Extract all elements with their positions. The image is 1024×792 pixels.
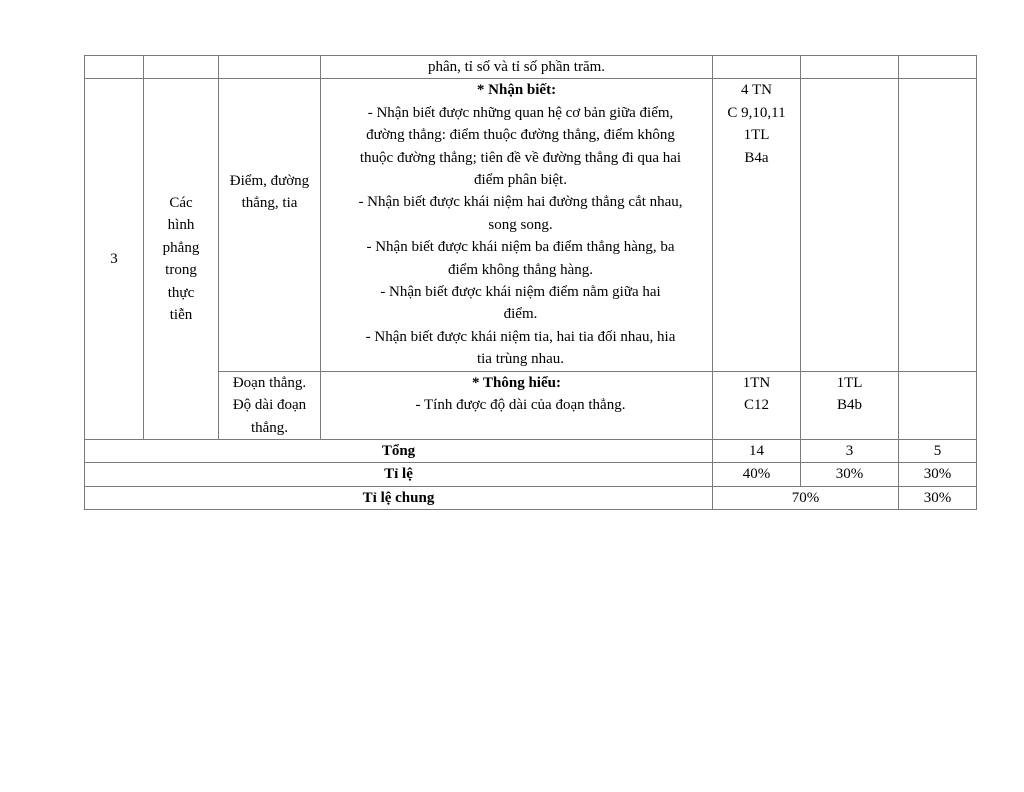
unit-name-line: Điểm, đường — [229, 172, 310, 189]
chapter-line: Các — [169, 194, 193, 211]
question-count: 1TL — [836, 374, 863, 391]
description-line: điểm. — [503, 306, 538, 323]
ratio-value: 40% — [713, 463, 801, 486]
table-row-topic3-unit2 — [85, 371, 977, 439]
unit-name-line: Độ dài đoạn — [232, 397, 307, 414]
cell-empty — [801, 79, 899, 371]
total-value: 3 — [801, 439, 899, 462]
cell-empty — [899, 79, 977, 371]
description-line: tia trùng nhau. — [476, 351, 565, 368]
cell-unit-name — [219, 371, 321, 439]
question-count: 4 TN — [741, 82, 772, 99]
cell-empty — [899, 371, 977, 439]
total-value: 5 — [899, 439, 977, 462]
table-row-topic3-unit1 — [85, 79, 977, 371]
description-line: phân, tỉ số và tỉ số phần trăm. — [427, 59, 606, 75]
level-heading: * Thông hiểu: — [472, 374, 561, 391]
overall-ratio-value: 70% — [713, 486, 899, 509]
description-line: - Nhận biết được khái niệm ba điểm thẳng hàng, ba — [366, 239, 675, 256]
cell-description — [321, 371, 713, 439]
ratio-value: 30% — [801, 463, 899, 486]
description-line: điểm phân biệt. — [474, 172, 567, 189]
description-line: - Nhận biết được những quan hệ cơ bản giữa điểm, — [367, 104, 674, 121]
description-line: - Nhận biết được khái niệm điểm nằm giữa hai — [380, 284, 661, 301]
cell-empty — [85, 56, 144, 79]
cell-empty — [801, 56, 899, 79]
description-line: - Tính được độ dài của đoạn thẳng. — [415, 397, 626, 414]
question-ref: C 9,10,11 — [727, 104, 786, 121]
chapter-line: tiễn — [169, 306, 193, 323]
question-count: 1TN — [742, 374, 771, 391]
assessment-matrix-table — [84, 55, 977, 510]
cell-description — [321, 79, 713, 371]
cell-empty — [713, 56, 801, 79]
description-line: - Nhận biết được khái niệm hai đường thẳng cắt nhau, — [358, 194, 683, 211]
table-row-total — [85, 439, 977, 462]
cell-empty — [899, 56, 977, 79]
question-ref: C12 — [743, 397, 769, 414]
table-row-continuation — [85, 56, 977, 79]
unit-name-line: thẳng, tia — [241, 195, 298, 212]
chapter-line: phẳng — [162, 239, 200, 256]
cell-nhan-biet — [713, 371, 801, 439]
question-ref: B4a — [744, 149, 769, 166]
cell-empty — [144, 56, 219, 79]
question-ref: B4b — [836, 397, 862, 414]
cell-topic-index: 3 — [85, 79, 144, 440]
cell-nhan-biet — [713, 79, 801, 371]
chapter-line: trong — [165, 262, 197, 279]
total-label: Tổng — [85, 439, 713, 462]
total-value: 14 — [713, 439, 801, 462]
ratio-label: Tỉ lệ — [85, 463, 713, 486]
level-heading: * Nhận biết: — [476, 82, 557, 99]
overall-ratio-label: Tỉ lệ chung — [85, 486, 713, 509]
description-line: song song. — [488, 216, 553, 233]
description-line: điểm không thẳng hàng. — [448, 261, 593, 278]
cell-unit-name — [219, 79, 321, 371]
description-line: - Nhận biết được khái niệm tia, hai tia đối nhau, hia — [365, 328, 676, 345]
table-row-ratio — [85, 463, 977, 486]
chapter-line: hình — [167, 217, 195, 234]
unit-name-line: Đoạn thẳng. — [232, 374, 307, 391]
ratio-value: 30% — [899, 463, 977, 486]
description-line: đường thẳng: điểm thuộc đường thẳng, điểm không — [366, 127, 675, 144]
chapter-line: thực — [167, 284, 195, 301]
question-count: 1TL — [743, 127, 770, 144]
cell-chapter — [144, 79, 219, 440]
overall-ratio-value: 30% — [899, 486, 977, 509]
cell-empty — [219, 56, 321, 79]
cell-description — [321, 56, 713, 79]
unit-name-line: thẳng. — [250, 419, 289, 436]
description-line: thuộc đường thẳng; tiên đề về đường thẳng đi qua hai — [359, 149, 682, 166]
table-row-overall-ratio — [85, 486, 977, 509]
cell-thong-hieu — [801, 371, 899, 439]
